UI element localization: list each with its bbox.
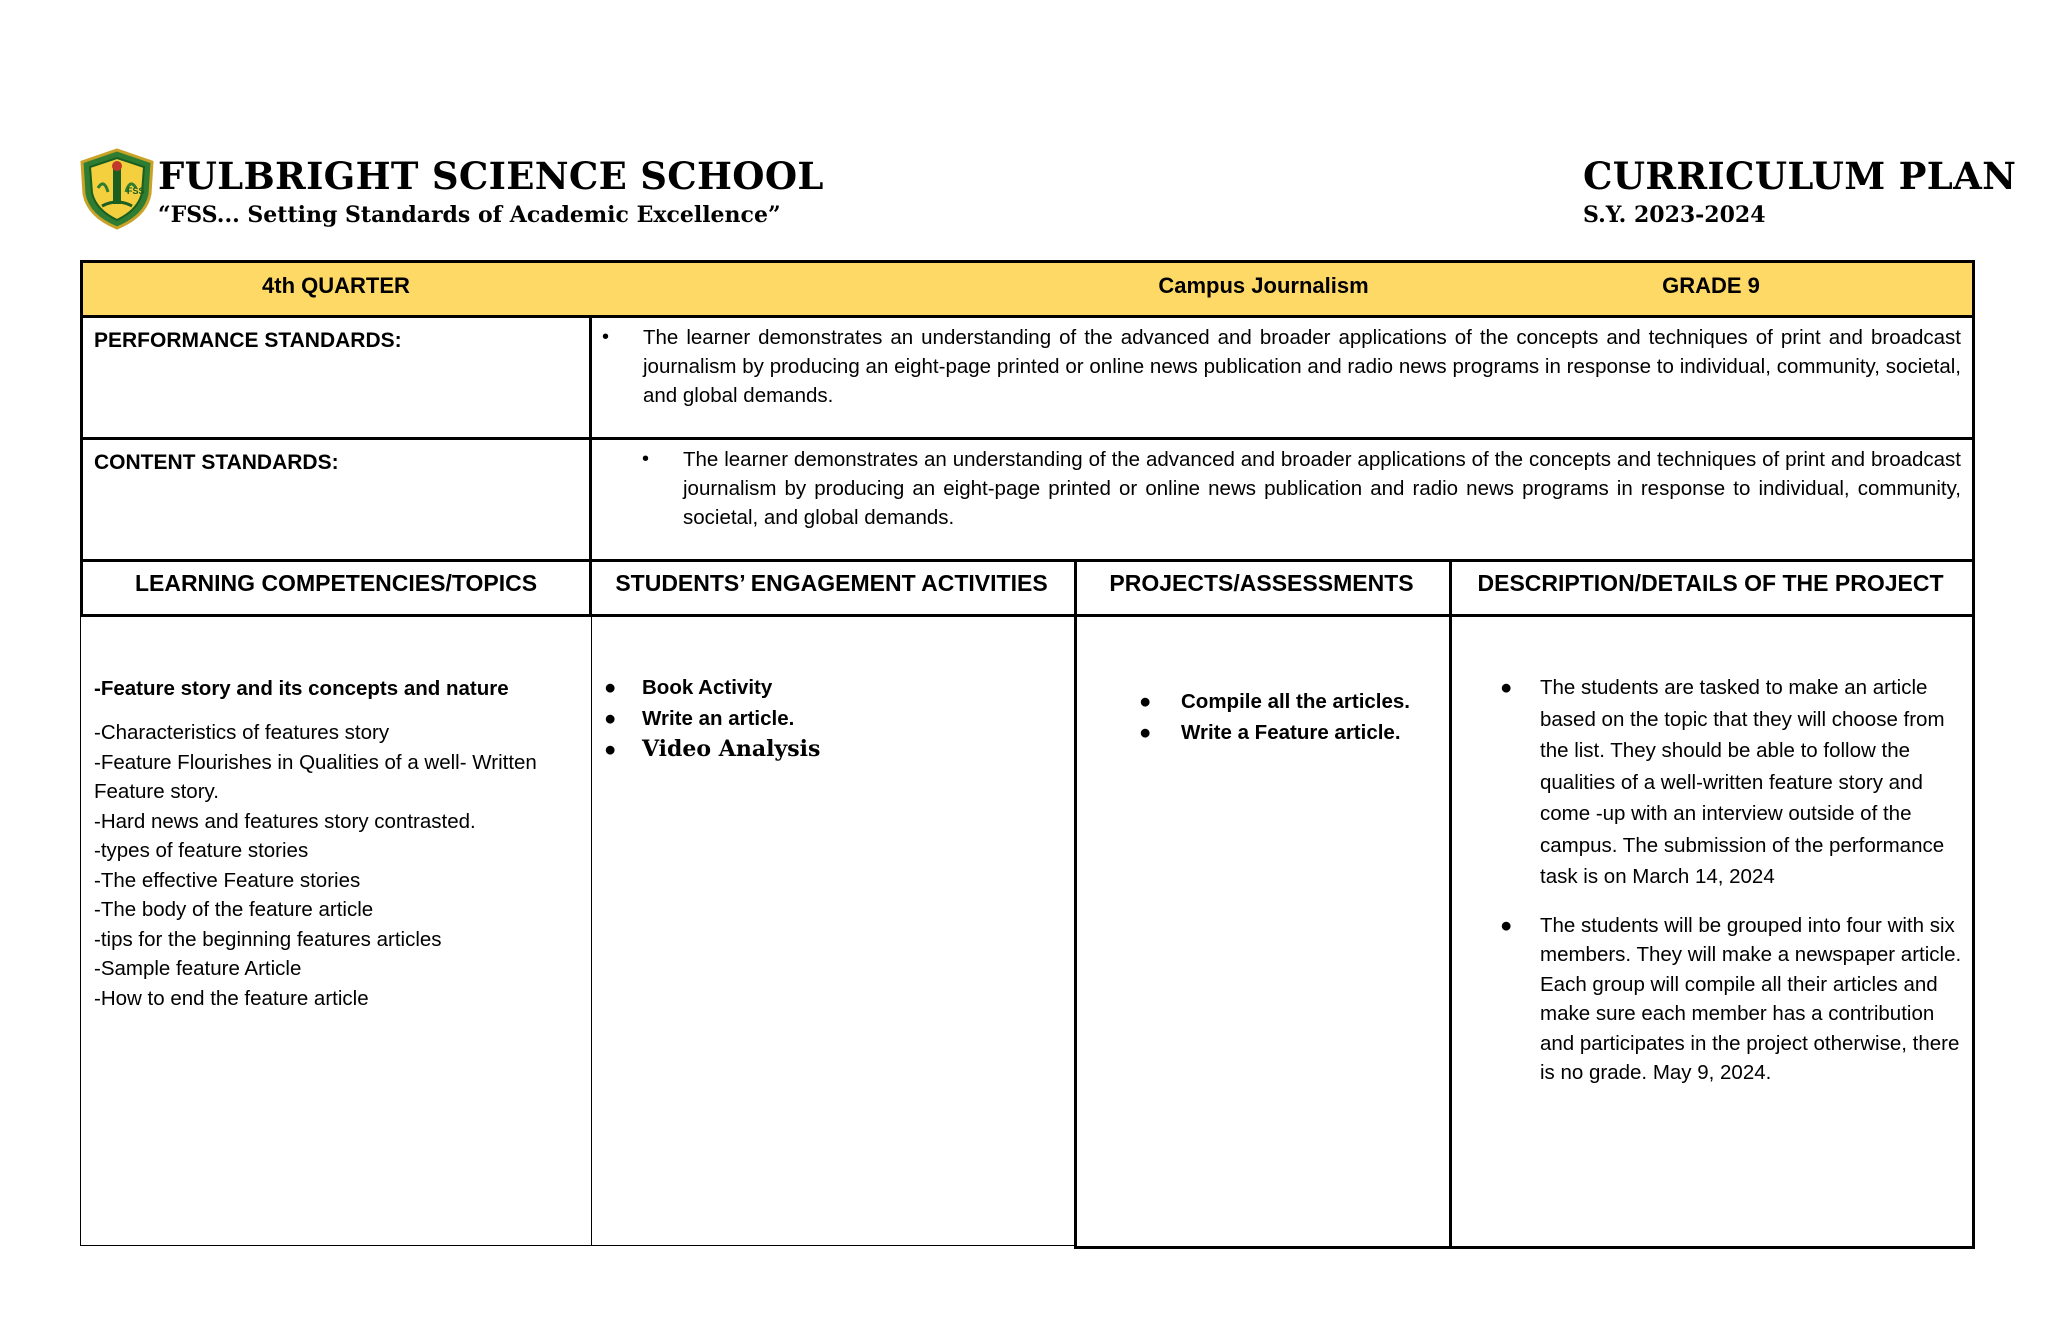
bullet-icon: •	[602, 326, 610, 348]
projects-header: PROJECTS/ASSESSMENTS	[1109, 570, 1414, 596]
list-item: -The body of the feature article	[94, 898, 374, 921]
bullet-icon: ●	[1139, 690, 1152, 713]
quarter-cell	[80, 260, 592, 318]
content-standards-text: The learner demonstrates an understanding of the advanced and broader applications of the concepts and techniques of print and broadcast journalism by producing an eight-page printed or online news publication and radio news programs in response to individual, community, societal, and global demands.	[683, 448, 1961, 529]
list-item: -Hard news and features story contrasted.	[94, 809, 476, 833]
content-standards-label-cell	[80, 437, 592, 562]
list-item: ● Book Activity	[604, 672, 820, 703]
list-item: -tips for the beginning features articles	[94, 927, 442, 951]
performance-standards-label: PERFORMANCE STANDARDS:	[94, 329, 402, 352]
activities-list	[604, 672, 820, 765]
list-item: ● The students are tasked to make an article based on the topic that they will choose from the list. They should be able to follow the qualities of a well-written feature story and come -up with an interview outside of the campus. The submission of the performance task is on March 14, 2024	[1500, 672, 1970, 893]
list-item: -Feature Flourishes in Qualities of a well- Written Feature story.	[94, 750, 537, 803]
subtopic-list	[94, 718, 594, 1013]
performance-standards-text: The learner demonstrates an understanding of the advanced and broader applications of the concepts and techniques of print and broadcast journalism by producing an eight-page printed or online news publication and radio news programs in response to individual, community, societal, and global demands.	[643, 326, 1961, 407]
competencies-header-cell	[80, 559, 592, 617]
subject-label: Campus Journalism	[1158, 273, 1369, 298]
content-standards-label: CONTENT STANDARDS:	[94, 451, 339, 474]
school-name: FULBRIGHT SCIENCE SCHOOL	[158, 154, 824, 198]
list-item: ● Video Analysis	[604, 734, 820, 765]
bullet-icon: ●	[604, 738, 617, 761]
activities-header-cell	[589, 559, 1077, 617]
logo-text: FSS	[127, 186, 145, 196]
projects-list	[1139, 686, 1410, 748]
description-cell	[1449, 614, 1975, 1249]
list-item: ● Compile all the articles.	[1139, 686, 1410, 717]
blank-header-label	[589, 263, 1076, 271]
competencies-cell	[80, 614, 592, 1246]
list-item: ● Write an article.	[604, 703, 820, 734]
list-item: ● The students will be grouped into four with six members. They will make a newspaper article. Each group will compile all their articles and make sure each member has a contribution and participates in the project otherwise, there is no grade. May 9, 2024.	[1500, 911, 1970, 1088]
projects-cell	[1074, 614, 1452, 1249]
performance-standards-label-cell	[80, 315, 592, 440]
list-item: ● Write a Feature article.	[1139, 717, 1410, 748]
grade-label: GRADE 9	[1662, 273, 1760, 298]
bullet-icon: ●	[1139, 721, 1152, 744]
subject-cell	[1076, 260, 1452, 318]
projects-header-cell	[1074, 559, 1452, 617]
quarter-label: 4th QUARTER	[262, 273, 410, 298]
bullet-icon: •	[642, 448, 650, 470]
list-item: -types of feature stories	[94, 839, 309, 862]
grade-cell	[1450, 260, 1975, 318]
list-item: -Sample feature Article	[94, 957, 302, 980]
school-logo	[78, 148, 156, 230]
main-topic: -Feature story and its concepts and nature	[94, 677, 509, 700]
performance-standards-content-cell	[589, 315, 1975, 440]
bullet-icon: ●	[604, 676, 617, 699]
school-year: S.Y. 2023-2024	[1583, 202, 1766, 228]
blank-header-cell	[589, 260, 1077, 318]
bullet-icon: ●	[1500, 676, 1513, 699]
school-motto: “FSS... Setting Standards of Academic Excellence”	[158, 202, 781, 228]
bullet-icon: ●	[1500, 913, 1513, 937]
activities-cell	[591, 614, 1077, 1246]
list-item: -How to end the feature article	[94, 986, 369, 1010]
description-list	[1500, 672, 1970, 1088]
list-item: -The effective Feature stories	[94, 868, 361, 892]
content-standards-content-cell	[589, 437, 1975, 562]
activities-header: STUDENTS’ ENGAGEMENT ACTIVITIES	[615, 570, 1048, 596]
list-item: -Characteristics of features story	[94, 721, 390, 744]
competencies-header: LEARNING COMPETENCIES/TOPICS	[134, 570, 538, 596]
description-header-cell	[1449, 559, 1975, 617]
bullet-icon: ●	[604, 707, 617, 730]
document-title: CURRICULUM PLAN	[1583, 154, 2017, 198]
description-header: DESCRIPTION/DETAILS OF THE PROJECT	[1477, 570, 1944, 596]
